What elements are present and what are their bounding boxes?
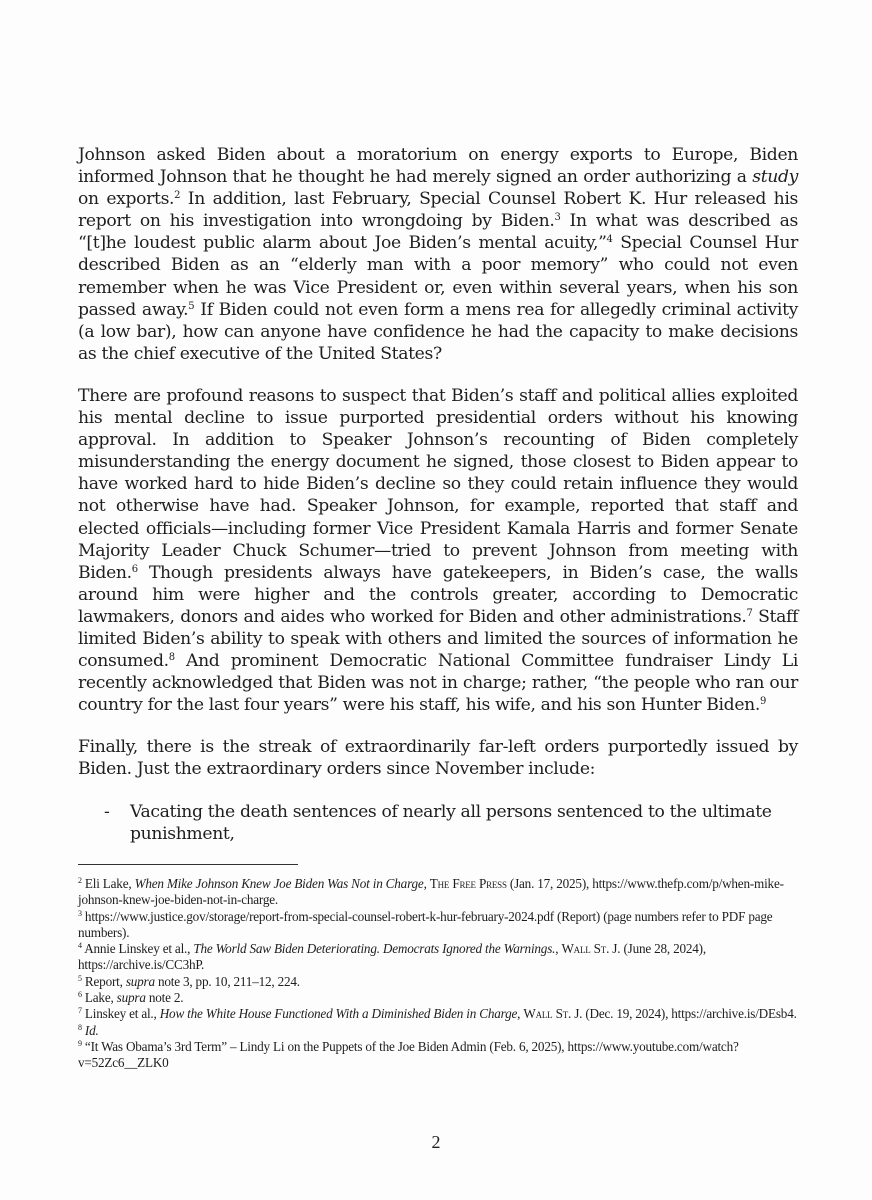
list-dash: -	[104, 801, 110, 822]
text: Johnson asked Biden about a moratorium on energy exports to Europe, Biden informed Johnson that he thought he had merely signed an order authorizing a	[78, 145, 798, 188]
text: note 2.	[145, 990, 184, 1006]
footnote	[78, 876, 798, 909]
text: Eli Lake,	[84, 876, 135, 891]
footnote	[78, 990, 798, 1006]
footnote-number: 4	[78, 941, 82, 951]
footnote-number: 6	[78, 990, 82, 1000]
footnote-ref: 3	[554, 212, 561, 224]
text: ,	[555, 941, 562, 957]
footnote-number: 8	[78, 1022, 82, 1032]
text: https://www.justice.gov/storage/report-from-special-counsel-robert-k-hur-february-2024.pdf (Report) (page numbers refer to PDF page numbers).	[78, 908, 773, 940]
document-body	[78, 144, 798, 845]
italic-text: The World Saw Biden Deteriorating. Democrats Ignored the Warnings.	[193, 941, 556, 957]
text: Linskey et al.,	[84, 1006, 160, 1022]
footnotes	[78, 876, 798, 1072]
text: ,	[517, 1006, 524, 1022]
body-paragraphs	[78, 144, 798, 781]
footnote-ref: 8	[168, 652, 175, 664]
text: There are profound reasons to suspect that Biden’s staff and political allies exploited his mental decline to issue purported presidential orders without his knowing approval. In addition to Speaker Johnson’s recounting of Biden completely misunderstanding the energy document he signed, those closest to Biden appear to have worked hard to hide Biden’s decline so they could retain influence they would not otherwise have had. Speaker Johnson, for example, reported that staff and elected officials—including former Vice President Kamala Harris and former Senate Majority Leader Chuck Schumer—tried to prevent Johnson from meeting with Biden.	[78, 385, 798, 583]
footnote	[78, 941, 798, 974]
footnote-ref: 5	[188, 300, 195, 312]
text: Annie Linskey et al.,	[84, 941, 194, 957]
text: on exports.	[78, 189, 175, 210]
text: (June 28, 2024), https://archive.is/CC3hP.	[78, 941, 706, 973]
text: Finally, there is the streak of extraordinarily far-left orders purportedly issued by Biden. Just the extraordinary orders since November include:	[78, 737, 798, 780]
italic-text: How the White House Functioned With a Diminished Biden in Charge	[159, 1006, 518, 1022]
text: Staff limited Biden’s ability to speak with others and limited the sources of information he consumed.	[78, 606, 799, 672]
text: “It Was Obama’s 3rd Term” – Lindy Li on the Puppets of the Joe Biden Admin (Feb. 6, 2025), https://www.youtube.com/watch?v=52Zc6__ZLK0	[78, 1038, 739, 1071]
footnote-ref: 4	[606, 234, 613, 246]
footnote-ref: 2	[174, 190, 181, 202]
italic-text: study	[752, 167, 798, 188]
text: (Dec. 19, 2024), https://archive.is/DEsb4.	[582, 1006, 797, 1022]
small-caps-text: Wall St. J.	[561, 941, 621, 957]
footnote-divider	[78, 864, 298, 865]
text: Lake,	[84, 990, 117, 1006]
footnote	[78, 1006, 798, 1022]
footnote-ref: 6	[131, 563, 138, 575]
footnote-number: 2	[78, 876, 82, 885]
paragraph	[78, 385, 798, 716]
text: And prominent Democratic National Committee fundraiser Lindy Li recently acknowledged that Biden was not in charge; rather, “the people who ran our country for the last four years” were his staff, his wife, and his son Hunter Biden.	[78, 651, 798, 716]
footnote-number: 3	[78, 908, 82, 918]
italic-text: Id.	[84, 1022, 99, 1038]
italic-text: supra	[116, 990, 146, 1006]
text: If Biden could not even form a mens rea for allegedly criminal activity (a low bar), how can anyone have confidence he had the capacity to make decisions as the chief executive of the United States?	[78, 299, 798, 364]
list-item-text: Vacating the death sentences of nearly all persons sentenced to the ultimate punishment,	[130, 801, 772, 844]
text: In what was described as “[t]he loudest public alarm about Joe Biden’s mental acuity,”	[78, 211, 798, 254]
footnote-ref: 9	[760, 696, 767, 708]
text: note 3, pp. 10, 211–12, 224.	[154, 973, 300, 989]
text: Special Counsel Hur described Biden as an “elderly man with a poor memory” who could not even remember when he was Vice President or, even within several years, when his son passed away.	[78, 233, 798, 320]
orders-list	[78, 801, 798, 845]
footnote	[78, 974, 798, 990]
small-caps-text: The Free Press	[429, 876, 507, 891]
small-caps-text: Wall St. J.	[523, 1006, 583, 1022]
list-item	[78, 801, 798, 845]
paragraph	[78, 736, 798, 780]
text: (Jan. 17, 2025), https://www.thefp.com/p/when-mike-johnson-knew-joe-biden-not-in-charge.	[78, 876, 784, 908]
footnote-ref: 7	[746, 607, 753, 619]
footnote-number: 9	[78, 1038, 82, 1048]
footnote-number: 5	[78, 973, 82, 983]
paragraph	[78, 144, 798, 365]
footnote-number: 7	[78, 1006, 82, 1016]
page-number: 2	[431, 1132, 441, 1152]
text: In addition, last February, Special Counsel Robert K. Hur released his report on his investigation into wrongdoing by Biden.	[78, 189, 798, 232]
italic-text: When Mike Johnson Knew Joe Biden Was Not in Charge	[134, 876, 424, 891]
text: Though presidents always have gatekeepers, in Biden’s case, the walls around him were higher and the controls greater, according to Democratic lawmakers, donors and aides who worked for Biden and other administrations.	[78, 562, 798, 627]
text: Report,	[84, 973, 126, 989]
italic-text: supra	[125, 973, 155, 989]
footnote	[78, 1039, 798, 1072]
footnote	[78, 909, 798, 942]
text: ,	[423, 876, 430, 891]
footnote	[78, 1023, 798, 1039]
